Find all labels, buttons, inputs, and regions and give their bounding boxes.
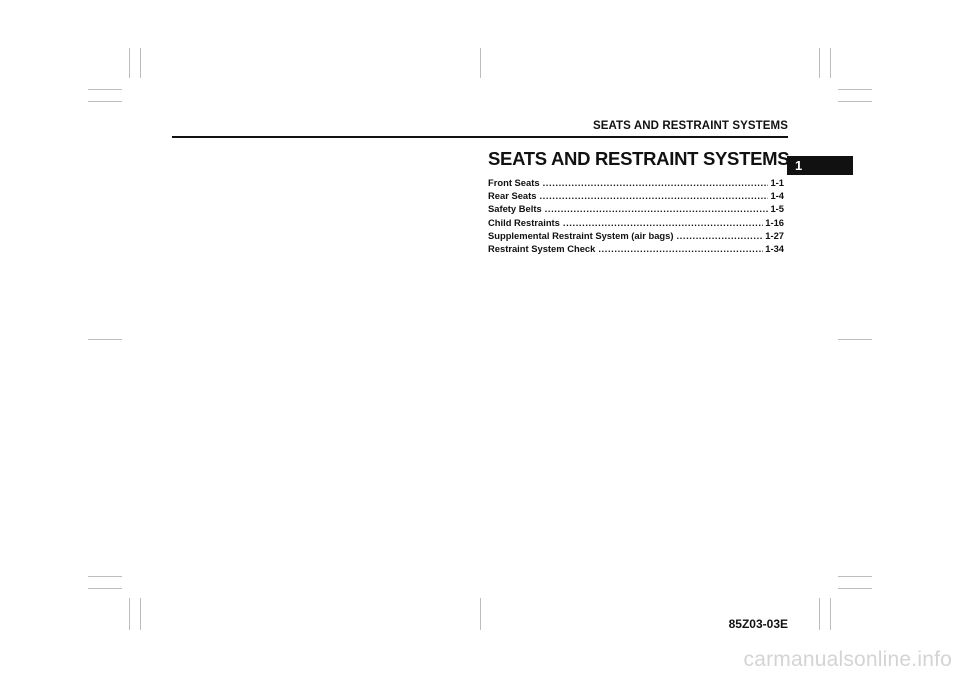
crop-mark — [140, 598, 141, 630]
chapter-tab — [787, 156, 853, 175]
toc-leader-dots — [543, 176, 769, 189]
toc-leader-dots — [676, 229, 763, 242]
crop-mark — [830, 48, 831, 78]
crop-mark — [129, 48, 130, 78]
crop-mark — [838, 89, 872, 90]
crop-mark — [819, 598, 820, 630]
crop-mark — [140, 48, 141, 78]
toc-entry-page: 1-1 — [770, 177, 784, 188]
crop-mark — [129, 598, 130, 630]
toc-entry-title: Front Seats — [488, 177, 540, 188]
toc-entry-page: 1-4 — [770, 190, 784, 202]
crop-mark — [819, 48, 820, 78]
toc-entry-page: 1-5 — [770, 203, 784, 215]
toc-entry-title: Rear Seats — [488, 190, 537, 202]
crop-mark — [480, 598, 481, 630]
crop-mark — [838, 101, 872, 102]
running-header-title: SEATS AND RESTRAINT SYSTEMS — [592, 120, 788, 132]
toc-entry-page: 1-16 — [765, 216, 784, 228]
toc-leader-dots — [563, 216, 763, 229]
crop-mark — [480, 48, 481, 78]
toc-leader-dots — [539, 189, 768, 202]
toc-entry-title: Safety Belts — [488, 203, 542, 215]
toc-entry-title: Child Restraints — [488, 216, 560, 228]
crop-mark — [88, 89, 122, 90]
toc-entry-page: 1-34 — [765, 242, 784, 254]
crop-mark — [838, 576, 872, 577]
crop-mark — [838, 588, 872, 589]
toc-entry-safety-belts[interactable] — [488, 202, 784, 215]
watermark-text: carmanualsonline.info — [743, 648, 952, 671]
toc-entry-title: Restraint System Check — [488, 242, 596, 254]
crop-mark — [838, 339, 872, 340]
crop-mark — [88, 339, 122, 340]
crop-mark — [88, 101, 122, 102]
header-rule — [172, 136, 788, 138]
document-code: 85Z03-03E — [728, 617, 788, 631]
crop-mark — [830, 598, 831, 630]
toc-leader-dots — [598, 242, 763, 255]
toc-entry-restraint-system-check[interactable] — [488, 242, 784, 255]
toc-entry-title: Supplemental Restraint System (air bags) — [488, 229, 674, 241]
crop-mark — [88, 588, 122, 589]
chapter-tab-number: 1 — [795, 158, 803, 173]
toc-entry-rear-seats[interactable] — [488, 189, 784, 202]
page-title: SEATS AND RESTRAINT SYSTEMS — [488, 148, 790, 169]
toc-entry-page: 1-27 — [765, 229, 784, 241]
toc-entry-front-seats[interactable] — [488, 176, 784, 189]
crop-mark — [88, 576, 122, 577]
table-of-contents — [488, 176, 784, 255]
toc-entry-supplemental-restraint-system[interactable] — [488, 229, 784, 242]
toc-leader-dots — [545, 202, 769, 215]
toc-entry-child-restraints[interactable] — [488, 216, 784, 229]
